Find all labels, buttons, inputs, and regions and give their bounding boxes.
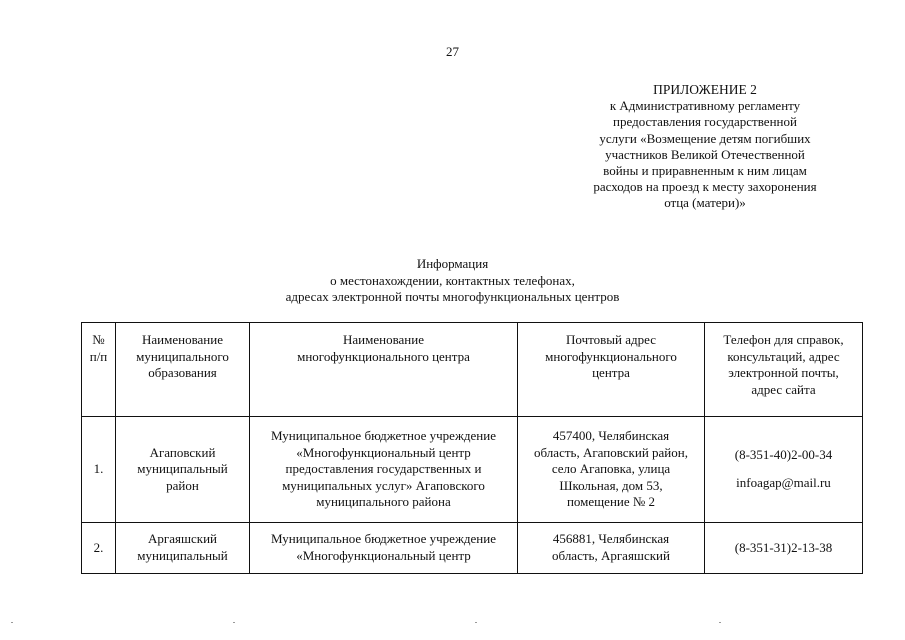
center-line: муниципальных услуг» Агаповского — [282, 477, 485, 493]
appendix-line: отца (матери)» — [664, 195, 746, 211]
row-number — [82, 523, 116, 574]
row-municipality — [116, 523, 250, 574]
address-line: помещение № 2 — [566, 494, 656, 510]
row-postal-address — [518, 417, 705, 523]
address-line: 456881, Челябинская — [552, 531, 670, 547]
row-postal-address — [518, 523, 705, 574]
header-center-name — [250, 323, 518, 417]
page-number: 27 — [446, 44, 459, 59]
header-line: центра — [592, 365, 630, 381]
appendix-block — [560, 82, 850, 212]
table-row — [82, 523, 863, 574]
table-row — [82, 417, 863, 523]
center-line: муниципального района — [316, 494, 451, 510]
address-line: Школьная, дом 53, — [559, 477, 663, 493]
header-postal-address — [518, 323, 705, 417]
scan-speck — [11, 622, 13, 623]
municipality-line: муниципальный — [137, 548, 228, 563]
header-line: электронной почты, — [728, 365, 839, 381]
header-line: Наименование — [142, 332, 223, 347]
header-municipality — [116, 323, 250, 417]
center-line: «Многофункциональный центр — [296, 444, 471, 460]
municipality-line: Аргаяшский — [148, 531, 217, 547]
appendix-line: предоставления государственной — [613, 114, 797, 130]
header-line: Телефон для справок, — [723, 332, 844, 347]
municipality-line: муниципальный — [137, 461, 228, 477]
appendix-line: к Административному регламенту — [609, 98, 801, 114]
center-line: предоставления государственных и — [285, 461, 482, 477]
info-title-line: Информация — [416, 256, 489, 271]
phone-number: (8-351-40)2-00-34 — [734, 447, 833, 463]
header-contacts — [705, 323, 863, 417]
info-title-line: адресах электронной почты многофункциональных центров — [285, 289, 620, 304]
appendix-line: расходов на проезд к месту захоронения — [593, 179, 817, 195]
header-line: консультаций, адрес — [727, 348, 840, 364]
header-line: Почтовый адрес — [566, 332, 656, 347]
header-line: многофункционального — [545, 348, 677, 364]
row-number — [82, 417, 116, 523]
center-line: Муниципальное бюджетное учреждение — [271, 531, 496, 547]
row-contacts — [705, 417, 863, 523]
scan-speck — [719, 622, 721, 623]
row-number-text: 1. — [93, 461, 104, 477]
table-header-row — [82, 323, 863, 417]
header-line: № — [92, 332, 105, 347]
row-number-text: 2. — [93, 539, 104, 555]
email-address: infoagap@mail.ru — [736, 475, 831, 490]
header-line: п/п — [89, 348, 108, 364]
phone-number: (8-351-31)2-13-38 — [734, 539, 833, 555]
address-line: 457400, Челябинская — [552, 428, 670, 444]
appendix-line: участников Великой Отечественной — [605, 146, 805, 162]
scan-speck — [475, 622, 477, 623]
appendix-line: услуги «Возмещение детям погибших — [599, 130, 811, 146]
header-line: Наименование — [343, 332, 424, 347]
address-line: область, Агаповский район, — [534, 444, 688, 460]
header-line: образования — [148, 365, 217, 381]
info-title — [160, 256, 745, 306]
center-line: Муниципальное бюджетное учреждение — [271, 428, 496, 444]
header-number — [82, 323, 116, 417]
row-center-name — [250, 417, 518, 523]
municipality-line: район — [166, 477, 199, 493]
row-center-name — [250, 523, 518, 574]
scan-speck — [233, 622, 235, 623]
municipality-line: Агаповский — [149, 444, 216, 460]
center-line: «Многофункциональный центр — [296, 548, 471, 563]
address-line: область, Аргаяшский — [552, 548, 670, 563]
header-line: муниципального — [136, 348, 229, 364]
address-line: село Агаповка, улица — [551, 461, 671, 477]
info-title-line: о местонахождении, контактных телефонах, — [330, 272, 575, 288]
header-line: адрес сайта — [751, 381, 816, 397]
mfc-table — [81, 322, 863, 574]
appendix-heading: ПРИЛОЖЕНИЕ 2 — [653, 82, 757, 97]
scan-specks — [0, 622, 905, 624]
row-municipality — [116, 417, 250, 523]
row-contacts — [705, 523, 863, 574]
appendix-line: войны и приравненным к ним лицам — [603, 163, 807, 179]
header-line: многофункционального центра — [297, 348, 470, 364]
